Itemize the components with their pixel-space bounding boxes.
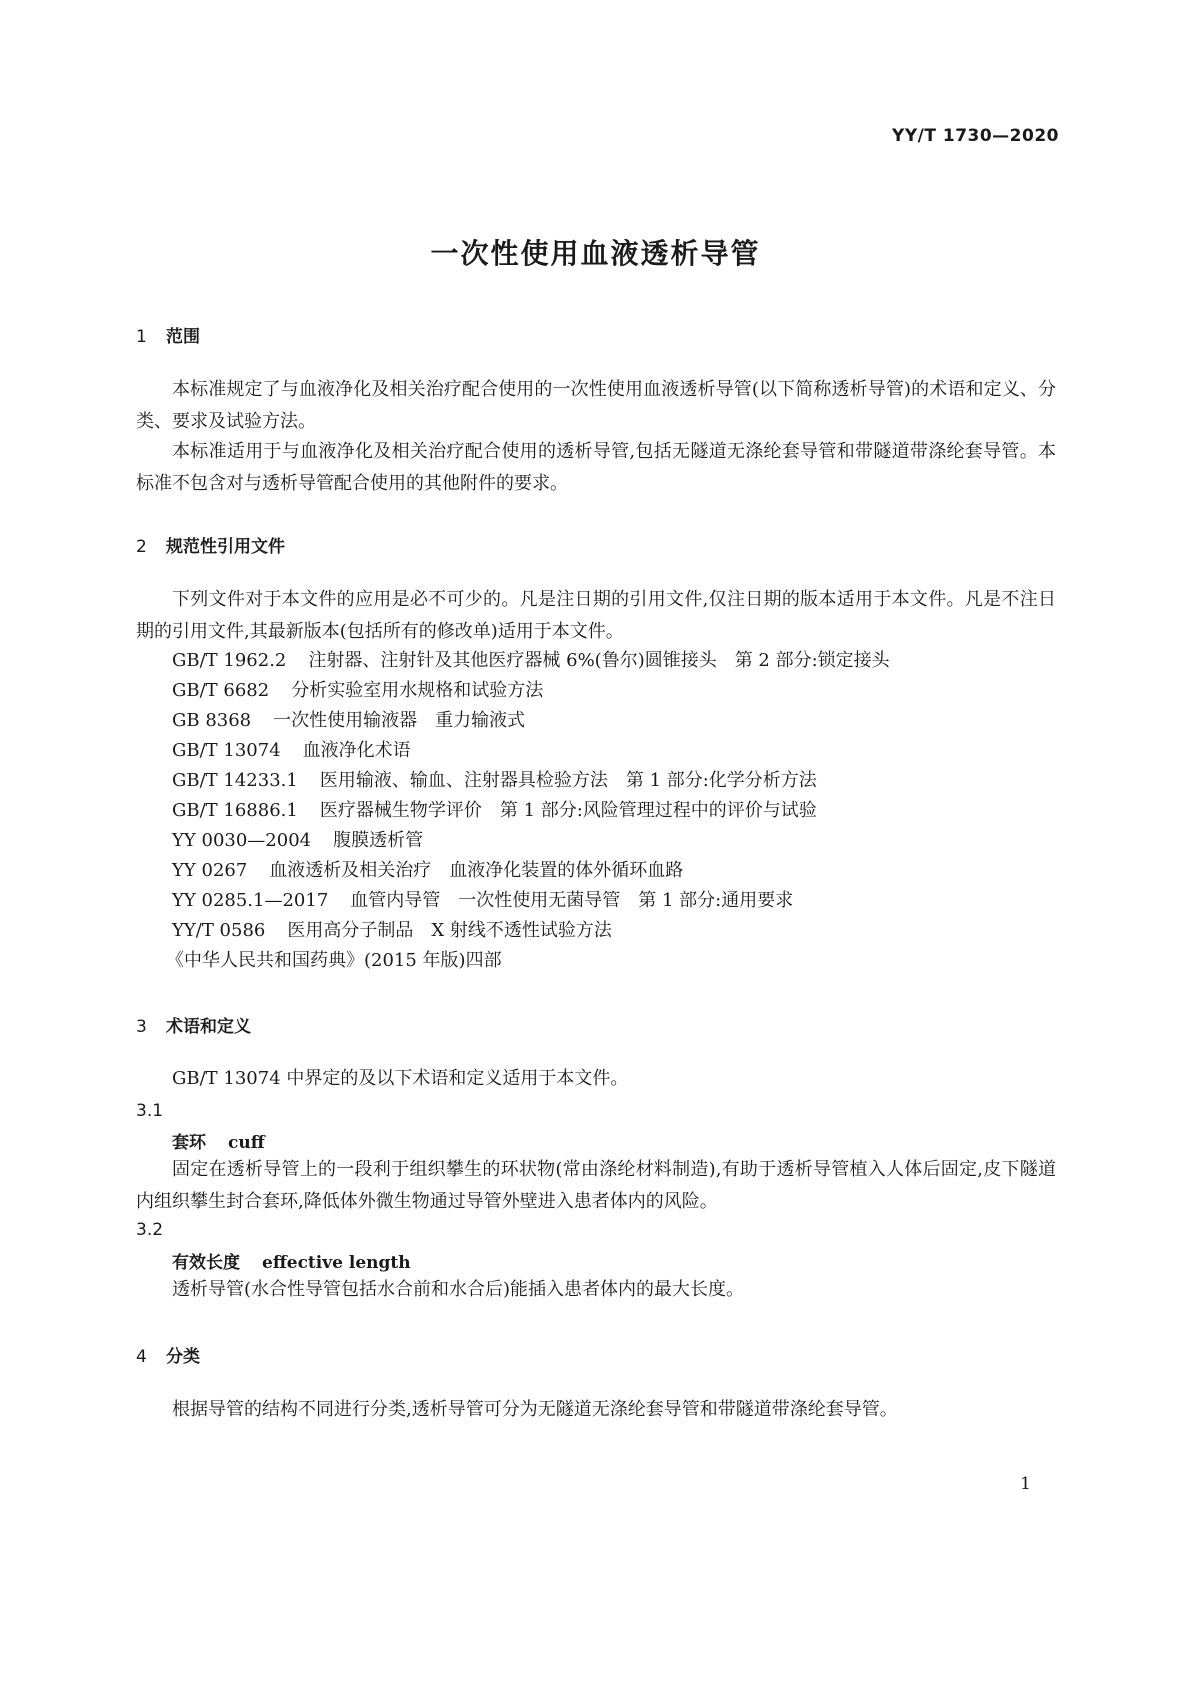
reference-item [172, 645, 890, 677]
reference-title: 一次性使用输液器 重力输液式 [273, 710, 526, 731]
section-3-heading [136, 1012, 251, 1037]
section-number: 4 [136, 1347, 147, 1367]
reference-item [172, 735, 411, 767]
section-number: 1 [136, 327, 147, 347]
reference-title: 医用高分子制品 X 射线不透性试验方法 [287, 920, 612, 941]
section-title: 规范性引用文件 [166, 537, 285, 557]
reference-code: GB/T 13074 [172, 740, 281, 761]
term-definition: 透析导管(水合性导管包括水合前和水合后)能插入患者体内的最大长度。 [172, 1279, 745, 1300]
reference-title: 注射器、注射针及其他医疗器械 6%(鲁尔)圆锥接头 第 2 部分:锁定接头 [308, 650, 890, 671]
reference-item [172, 705, 525, 737]
reference-item [172, 885, 793, 917]
section-1-heading [136, 322, 200, 347]
reference-title: 医疗器械生物学评价 第 1 部分:风险管理过程中的评价与试验 [319, 800, 817, 821]
reference-code: YY/T 0586 [172, 920, 266, 941]
reference-item [172, 855, 683, 887]
reference-title: 分析实验室用水规格和试验方法 [291, 680, 544, 701]
reference-title: 腹膜透析管 [333, 830, 424, 851]
reference-code: GB/T 14233.1 [172, 770, 298, 791]
reference-item [172, 795, 817, 827]
reference-code: YY 0285.1—2017 [172, 890, 329, 911]
reference-code: GB/T 6682 [172, 680, 270, 701]
reference-code: YY 0267 [172, 860, 248, 881]
section-2-heading [136, 532, 285, 557]
reference-code: GB 8368 [172, 710, 252, 731]
term-english: cuff [228, 1133, 265, 1153]
section-1-paragraph-2: 本标准适用于与血液净化及相关治疗配合使用的透析导管,包括无隧道无涤纶套导管和带隧道带涤纶套导管。本标准不包含对与透析导管配合使用的其他附件的要求。 [136, 441, 1056, 494]
reference-title: 医用输液、输血、注射器具检验方法 第 1 部分:化学分析方法 [319, 770, 817, 791]
reference-title: 血液净化术语 [302, 740, 411, 761]
section-1-paragraph-1: 本标准规定了与血液净化及相关治疗配合使用的一次性使用血液透析导管(以下简称透析导管)的术语和定义、分类、要求及试验方法。 [136, 379, 1056, 432]
reference-code: YY 0030—2004 [172, 830, 312, 851]
reference-item [172, 825, 423, 857]
document-title: 一次性使用血液透析导管 [430, 237, 761, 270]
term-heading [172, 1248, 411, 1273]
pharmacopoeia-reference: 《中华人民共和国药典》(2015 年版)四部 [166, 950, 502, 971]
term-number: 3.2 [136, 1220, 164, 1240]
term-chinese: 套环 [172, 1133, 206, 1153]
section-number: 3 [136, 1017, 147, 1037]
section-4-heading [136, 1342, 200, 1367]
reference-title: 血管内导管 一次性使用无菌导管 第 1 部分:通用要求 [350, 890, 794, 911]
page-number: 1 [1020, 1474, 1031, 1494]
reference-item [172, 765, 817, 797]
section-title: 范围 [166, 327, 200, 347]
section-2-intro: 下列文件对于本文件的应用是必不可少的。凡是注日期的引用文件,仅注日期的版本适用于本文件。凡是不注日期的引用文件,其最新版本(包括所有的修改单)适用于本文件。 [136, 589, 1056, 642]
section-title: 分类 [166, 1347, 200, 1367]
term-heading [172, 1128, 265, 1153]
reference-title: 血液透析及相关治疗 血液净化装置的体外循环血路 [269, 860, 684, 881]
term-definition: 固定在透析导管上的一段利于组织攀生的环状物(常由涤纶材料制造),有助于透析导管植入人体后固定,皮下隧道内组织攀生封合套环,降低体外微生物通过导管外壁进入患者体内的风险。 [136, 1159, 1056, 1212]
reference-item [172, 675, 543, 707]
section-4-paragraph: 根据导管的结构不同进行分类,透析导管可分为无隧道无涤纶套导管和带隧道带涤纶套导管。 [172, 1399, 898, 1420]
reference-item [172, 915, 612, 947]
reference-code: GB/T 16886.1 [172, 800, 298, 821]
reference-code: GB/T 1962.2 [172, 650, 287, 671]
term-english: effective length [262, 1253, 411, 1273]
section-number: 2 [136, 537, 147, 557]
section-3-intro: GB/T 13074 中界定的及以下术语和定义适用于本文件。 [172, 1068, 629, 1089]
term-chinese: 有效长度 [172, 1253, 240, 1273]
term-number: 3.1 [136, 1101, 164, 1121]
standard-number: YY/T 1730—2020 [892, 126, 1059, 146]
section-title: 术语和定义 [166, 1017, 251, 1037]
